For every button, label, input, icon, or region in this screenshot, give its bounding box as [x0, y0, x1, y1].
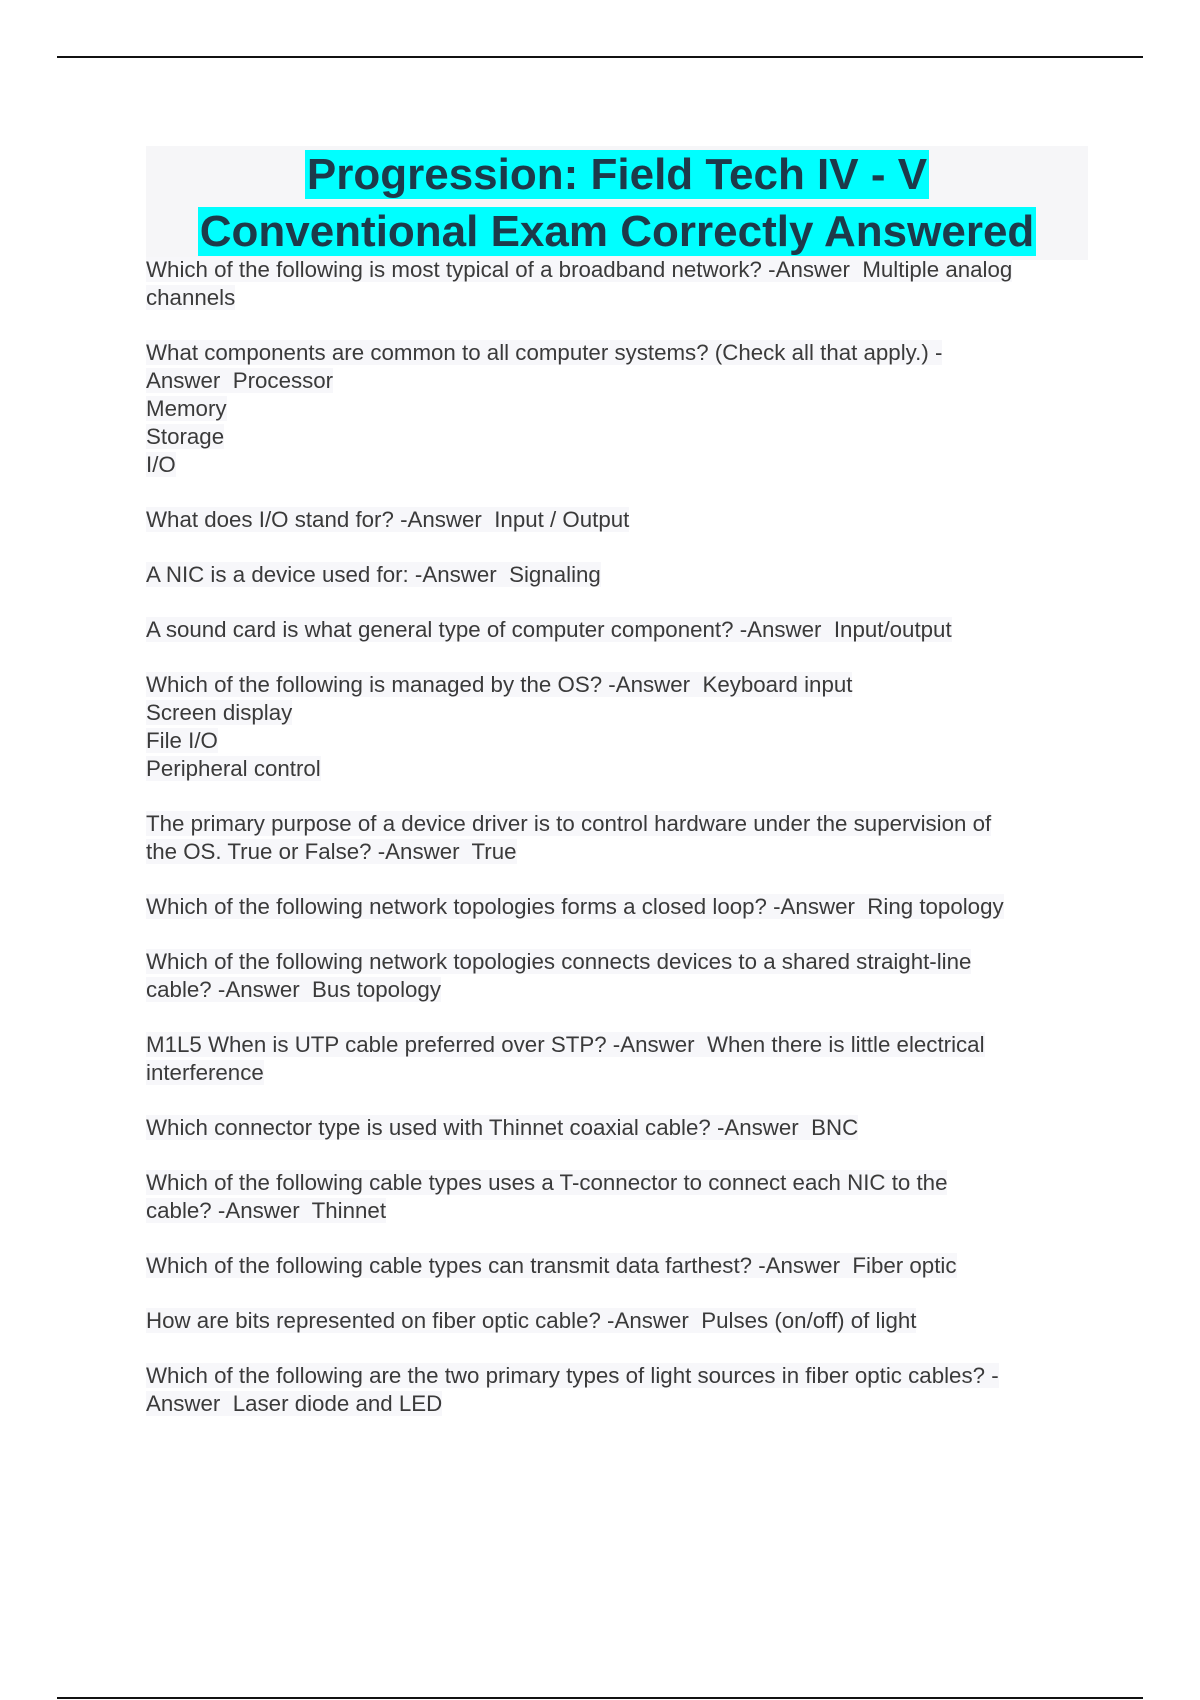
qa-item [146, 1362, 1091, 1418]
qa-text: channels [146, 285, 236, 310]
qa-line [146, 284, 1091, 312]
qa-line [146, 1390, 1091, 1418]
qa-text: What does I/O stand for? -Answer Input / Output [146, 507, 630, 532]
qa-line [146, 671, 1091, 699]
qa-item [146, 616, 1091, 644]
qa-line [146, 395, 1091, 423]
qa-line [146, 1059, 1091, 1087]
qa-text: File I/O [146, 728, 218, 753]
qa-text: The primary purpose of a device driver is to control hardware under the supervision of [146, 811, 992, 836]
qa-line [146, 976, 1091, 1004]
qa-line [146, 1197, 1091, 1225]
bottom-rule [57, 1697, 1143, 1699]
document-title [146, 146, 1088, 260]
qa-item [146, 256, 1091, 312]
qa-text: What components are common to all computer systems? (Check all that apply.) - [146, 340, 943, 365]
qa-line [146, 1114, 1091, 1142]
qa-text: interference [146, 1060, 264, 1085]
qa-item [146, 1252, 1091, 1280]
qa-text: Which of the following are the two primary types of light sources in fiber optic cables? - [146, 1363, 999, 1388]
qa-item [146, 893, 1091, 921]
qa-text: How are bits represented on fiber optic cable? -Answer Pulses (on/off) of light [146, 1308, 917, 1333]
qa-text: Which of the following is managed by the OS? -Answer Keyboard input [146, 672, 853, 697]
qa-line [146, 423, 1091, 451]
qa-line [146, 1169, 1091, 1197]
qa-line [146, 367, 1091, 395]
qa-text: A NIC is a device used for: -Answer Signaling [146, 562, 601, 587]
qa-item [146, 1307, 1091, 1335]
qa-text: Which of the following cable types uses a T-connector to connect each NIC to the [146, 1170, 948, 1195]
qa-text: Storage [146, 424, 225, 449]
qa-item [146, 506, 1091, 534]
qa-line [146, 755, 1091, 783]
qa-line [146, 727, 1091, 755]
qa-text: A sound card is what general type of computer component? -Answer Input/output [146, 617, 952, 642]
question-answer-list [146, 256, 1091, 1445]
qa-line [146, 616, 1091, 644]
qa-line [146, 256, 1091, 284]
qa-text: Which of the following is most typical of a broadband network? -Answer Multiple analog [146, 257, 1013, 282]
qa-line [146, 451, 1091, 479]
qa-line [146, 1362, 1091, 1390]
qa-text: Answer Laser diode and LED [146, 1391, 443, 1416]
qa-text: Which of the following network topologies connects devices to a shared straight-line [146, 949, 972, 974]
qa-text: Answer Processor [146, 368, 334, 393]
title-line-2: Conventional Exam Correctly Answered [199, 207, 1035, 256]
qa-line [146, 339, 1091, 367]
qa-item [146, 1169, 1091, 1225]
qa-line [146, 561, 1091, 589]
qa-text: cable? -Answer Thinnet [146, 1198, 387, 1223]
qa-text: cable? -Answer Bus topology [146, 977, 441, 1002]
qa-line [146, 506, 1091, 534]
top-rule [57, 56, 1143, 58]
qa-line [146, 699, 1091, 727]
qa-line [146, 1031, 1091, 1059]
qa-text: Peripheral control [146, 756, 321, 781]
qa-text: I/O [146, 452, 176, 477]
qa-item [146, 671, 1091, 783]
qa-line [146, 948, 1091, 976]
qa-text: Which of the following network topologies forms a closed loop? -Answer Ring topology [146, 894, 1004, 919]
qa-line [146, 810, 1091, 838]
qa-line [146, 1252, 1091, 1280]
qa-item [146, 1114, 1091, 1142]
qa-text: Memory [146, 396, 227, 421]
qa-line [146, 893, 1091, 921]
qa-item [146, 948, 1091, 1004]
qa-item [146, 1031, 1091, 1087]
qa-text: M1L5 When is UTP cable preferred over STP? -Answer When there is little electrical [146, 1032, 985, 1057]
qa-line [146, 1307, 1091, 1335]
qa-item [146, 339, 1091, 479]
qa-text: Screen display [146, 700, 293, 725]
qa-item [146, 561, 1091, 589]
qa-line [146, 838, 1091, 866]
title-line-1: Progression: Field Tech IV - V [306, 150, 928, 199]
qa-text: the OS. True or False? -Answer True [146, 839, 517, 864]
qa-text: Which connector type is used with Thinnet coaxial cable? -Answer BNC [146, 1115, 859, 1140]
qa-item [146, 810, 1091, 866]
qa-text: Which of the following cable types can transmit data farthest? -Answer Fiber optic [146, 1253, 957, 1278]
